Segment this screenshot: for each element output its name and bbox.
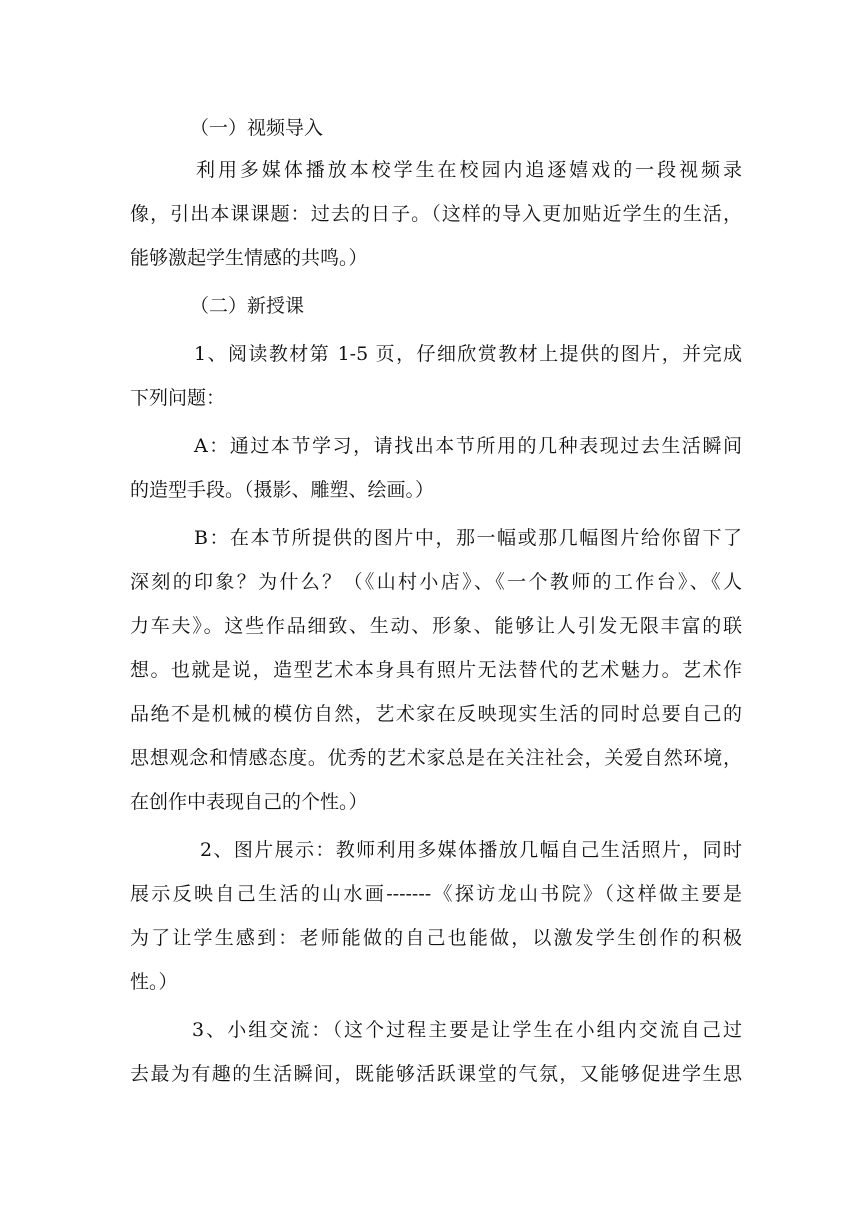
paragraph-question-b-line-4: 想。也就是说，造型艺术本身具有照片无法替代的艺术魅力。艺术作 xyxy=(130,659,742,681)
paragraph-item-3-line-1: 3、小组交流：（这个过程主要是让学生在小组内交流自己过 xyxy=(192,1019,742,1041)
paragraph-item-2-line-4: 性。） xyxy=(130,971,178,993)
paragraph-question-b-line-2: 深刻的印象？为什么？（《山村小店》、《一个教师的工作台》、《人 xyxy=(130,571,742,593)
section-heading-new-lesson: （二）新授课 xyxy=(190,295,305,317)
paragraph-item-1-line-2: 下列问题： xyxy=(130,387,226,409)
paragraph-item-2-line-2: 展示反映自己生活的山水画-------《探访龙山书院》（这样做主要是 xyxy=(130,883,742,905)
paragraph-video-line-3: 能够激起学生情感的共鸣。） xyxy=(130,247,368,269)
paragraph-item-3-line-2: 去最为有趣的生活瞬间，既能够活跃课堂的气氛，又能够促进学生思 xyxy=(130,1063,742,1085)
paragraph-question-b-line-6: 思想观念和情感态度。优秀的艺术家总是在关注社会，关爱自然环境， xyxy=(130,747,742,769)
paragraph-question-a-line-1: A：通过本节学习，请找出本节所用的几种表现过去生活瞬间 xyxy=(194,435,742,457)
paragraph-question-a-line-2: 的造型手段。（摄影、雕塑、绘画。） xyxy=(130,479,435,501)
paragraph-question-b-line-5: 品绝不是机械的模仿自然，艺术家在反映现实生活的同时总要自己的 xyxy=(130,703,742,725)
paragraph-question-b-line-3: 力车夫》。这些作品细致、生动、形象、能够让人引发无限丰富的联 xyxy=(130,615,742,637)
paragraph-item-1-line-1: 1、阅读教材第 1-5 页，仔细欣赏教材上提供的图片，并完成 xyxy=(194,343,742,365)
paragraph-item-2-line-1: 2、图片展示：教师利用多媒体播放几幅自己生活照片，同时 xyxy=(200,839,742,861)
paragraph-question-b-line-1: B：在本节所提供的图片中，那一幅或那几幅图片给你留下了 xyxy=(194,527,742,549)
paragraph-item-2-line-3: 为了让学生感到：老师能做的自己也能做，以激发学生创作的积极 xyxy=(130,927,742,949)
paragraph-video-line-2: 像，引出本课课题：过去的日子。（这样的导入更加贴近学生的生活， xyxy=(130,203,742,225)
section-heading-video-intro: （一）视频导入 xyxy=(190,117,324,139)
paragraph-question-b-line-7: 在创作中表现自己的个性。） xyxy=(130,791,368,813)
paragraph-video-line-1: 利用多媒体播放本校学生在校园内追逐嬉戏的一段视频录 xyxy=(196,159,742,181)
